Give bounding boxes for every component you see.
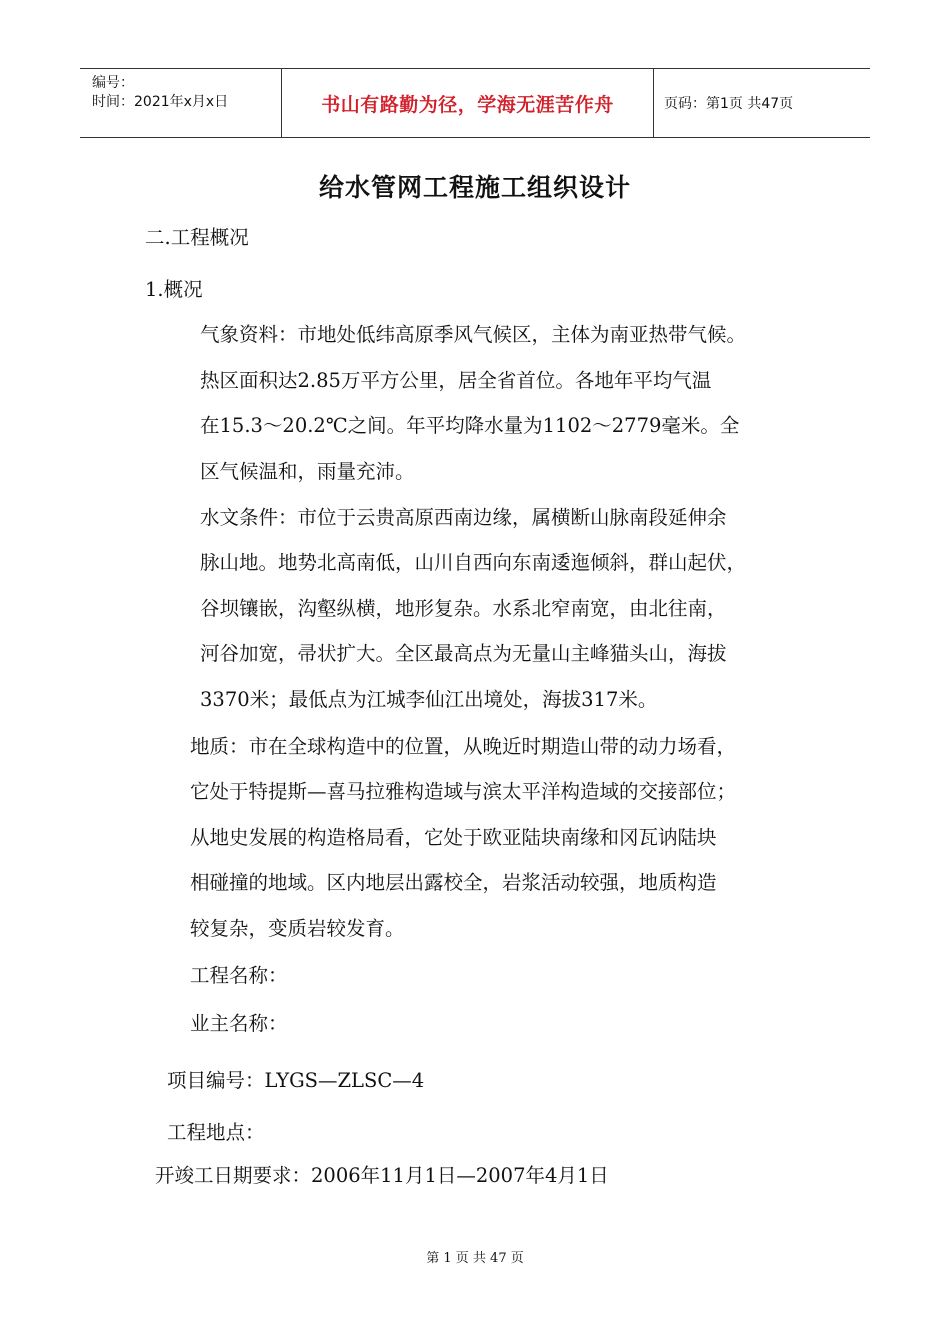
body-line: 区气候温和，雨量充沛。 xyxy=(200,460,415,483)
time-label: 时间：2021年x月x日 xyxy=(92,94,229,110)
number-label: 编号： xyxy=(92,75,134,91)
header-motto: 书山有路勤为径，学海无涯苦作舟 xyxy=(321,93,614,116)
body-line: 相碰撞的地域。区内地层出露校全，岩浆活动较强，地质构造 xyxy=(190,871,717,894)
body-line: 从地史发展的构造格局看，它处于欧亚陆块南缘和冈瓦讷陆块 xyxy=(190,826,717,849)
header-page-info: 页码：第1页 共47页 xyxy=(664,96,794,112)
page-header xyxy=(80,68,870,138)
body-line: 脉山地。地势北高南低，山川自西向东南逶迤倾斜，群山起伏， xyxy=(200,551,747,574)
header-meta xyxy=(80,69,281,137)
document-title: 给水管网工程施工组织设计 xyxy=(318,173,631,202)
project-location-label: 工程地点： xyxy=(167,1121,265,1144)
body-line: 气象资料：市地处低纬高原季风气候区，主体为南亚热带气候。 xyxy=(200,323,747,346)
subsection-heading: 1.概况 xyxy=(145,278,203,301)
body-line: 它处于特提斯—喜马拉雅构造域与滨太平洋构造域的交接部位； xyxy=(190,780,737,803)
body-line: 水文条件：市位于云贵高原西南边缘，属横断山脉南段延伸余 xyxy=(200,506,727,529)
section-heading: 二.工程概况 xyxy=(145,226,249,249)
header-motto-cell xyxy=(281,69,654,137)
body-line: 3370米；最低点为江城李仙江出境处，海拔317米。 xyxy=(200,688,658,711)
body-line: 河谷加宽，帚状扩大。全区最高点为无量山主峰猫头山，海拔 xyxy=(200,642,727,665)
schedule-requirement: 开竣工日期要求：2006年11月1日—2007年4月1日 xyxy=(155,1164,609,1187)
project-name-label: 工程名称： xyxy=(190,964,288,987)
body-line: 在15.3～20.2℃之间。年平均降水量为1102～2779毫米。全 xyxy=(200,414,740,437)
body-line: 较复杂，变质岩较发育。 xyxy=(190,917,405,940)
page-footer: 第 1 页 共 47 页 xyxy=(426,1251,524,1266)
body-line: 谷坝镶嵌，沟壑纵横，地形复杂。水系北窄南宽，由北往南， xyxy=(200,597,727,620)
body-line: 地质：市在全球构造中的位置，从晚近时期造山带的动力场看， xyxy=(190,735,737,758)
owner-name-label: 业主名称： xyxy=(190,1012,288,1035)
body-line: 热区面积达2.85万平方公里，居全省首位。各地年平均气温 xyxy=(200,369,712,392)
project-number: 项目编号：LYGS—ZLSC—4 xyxy=(167,1069,425,1092)
